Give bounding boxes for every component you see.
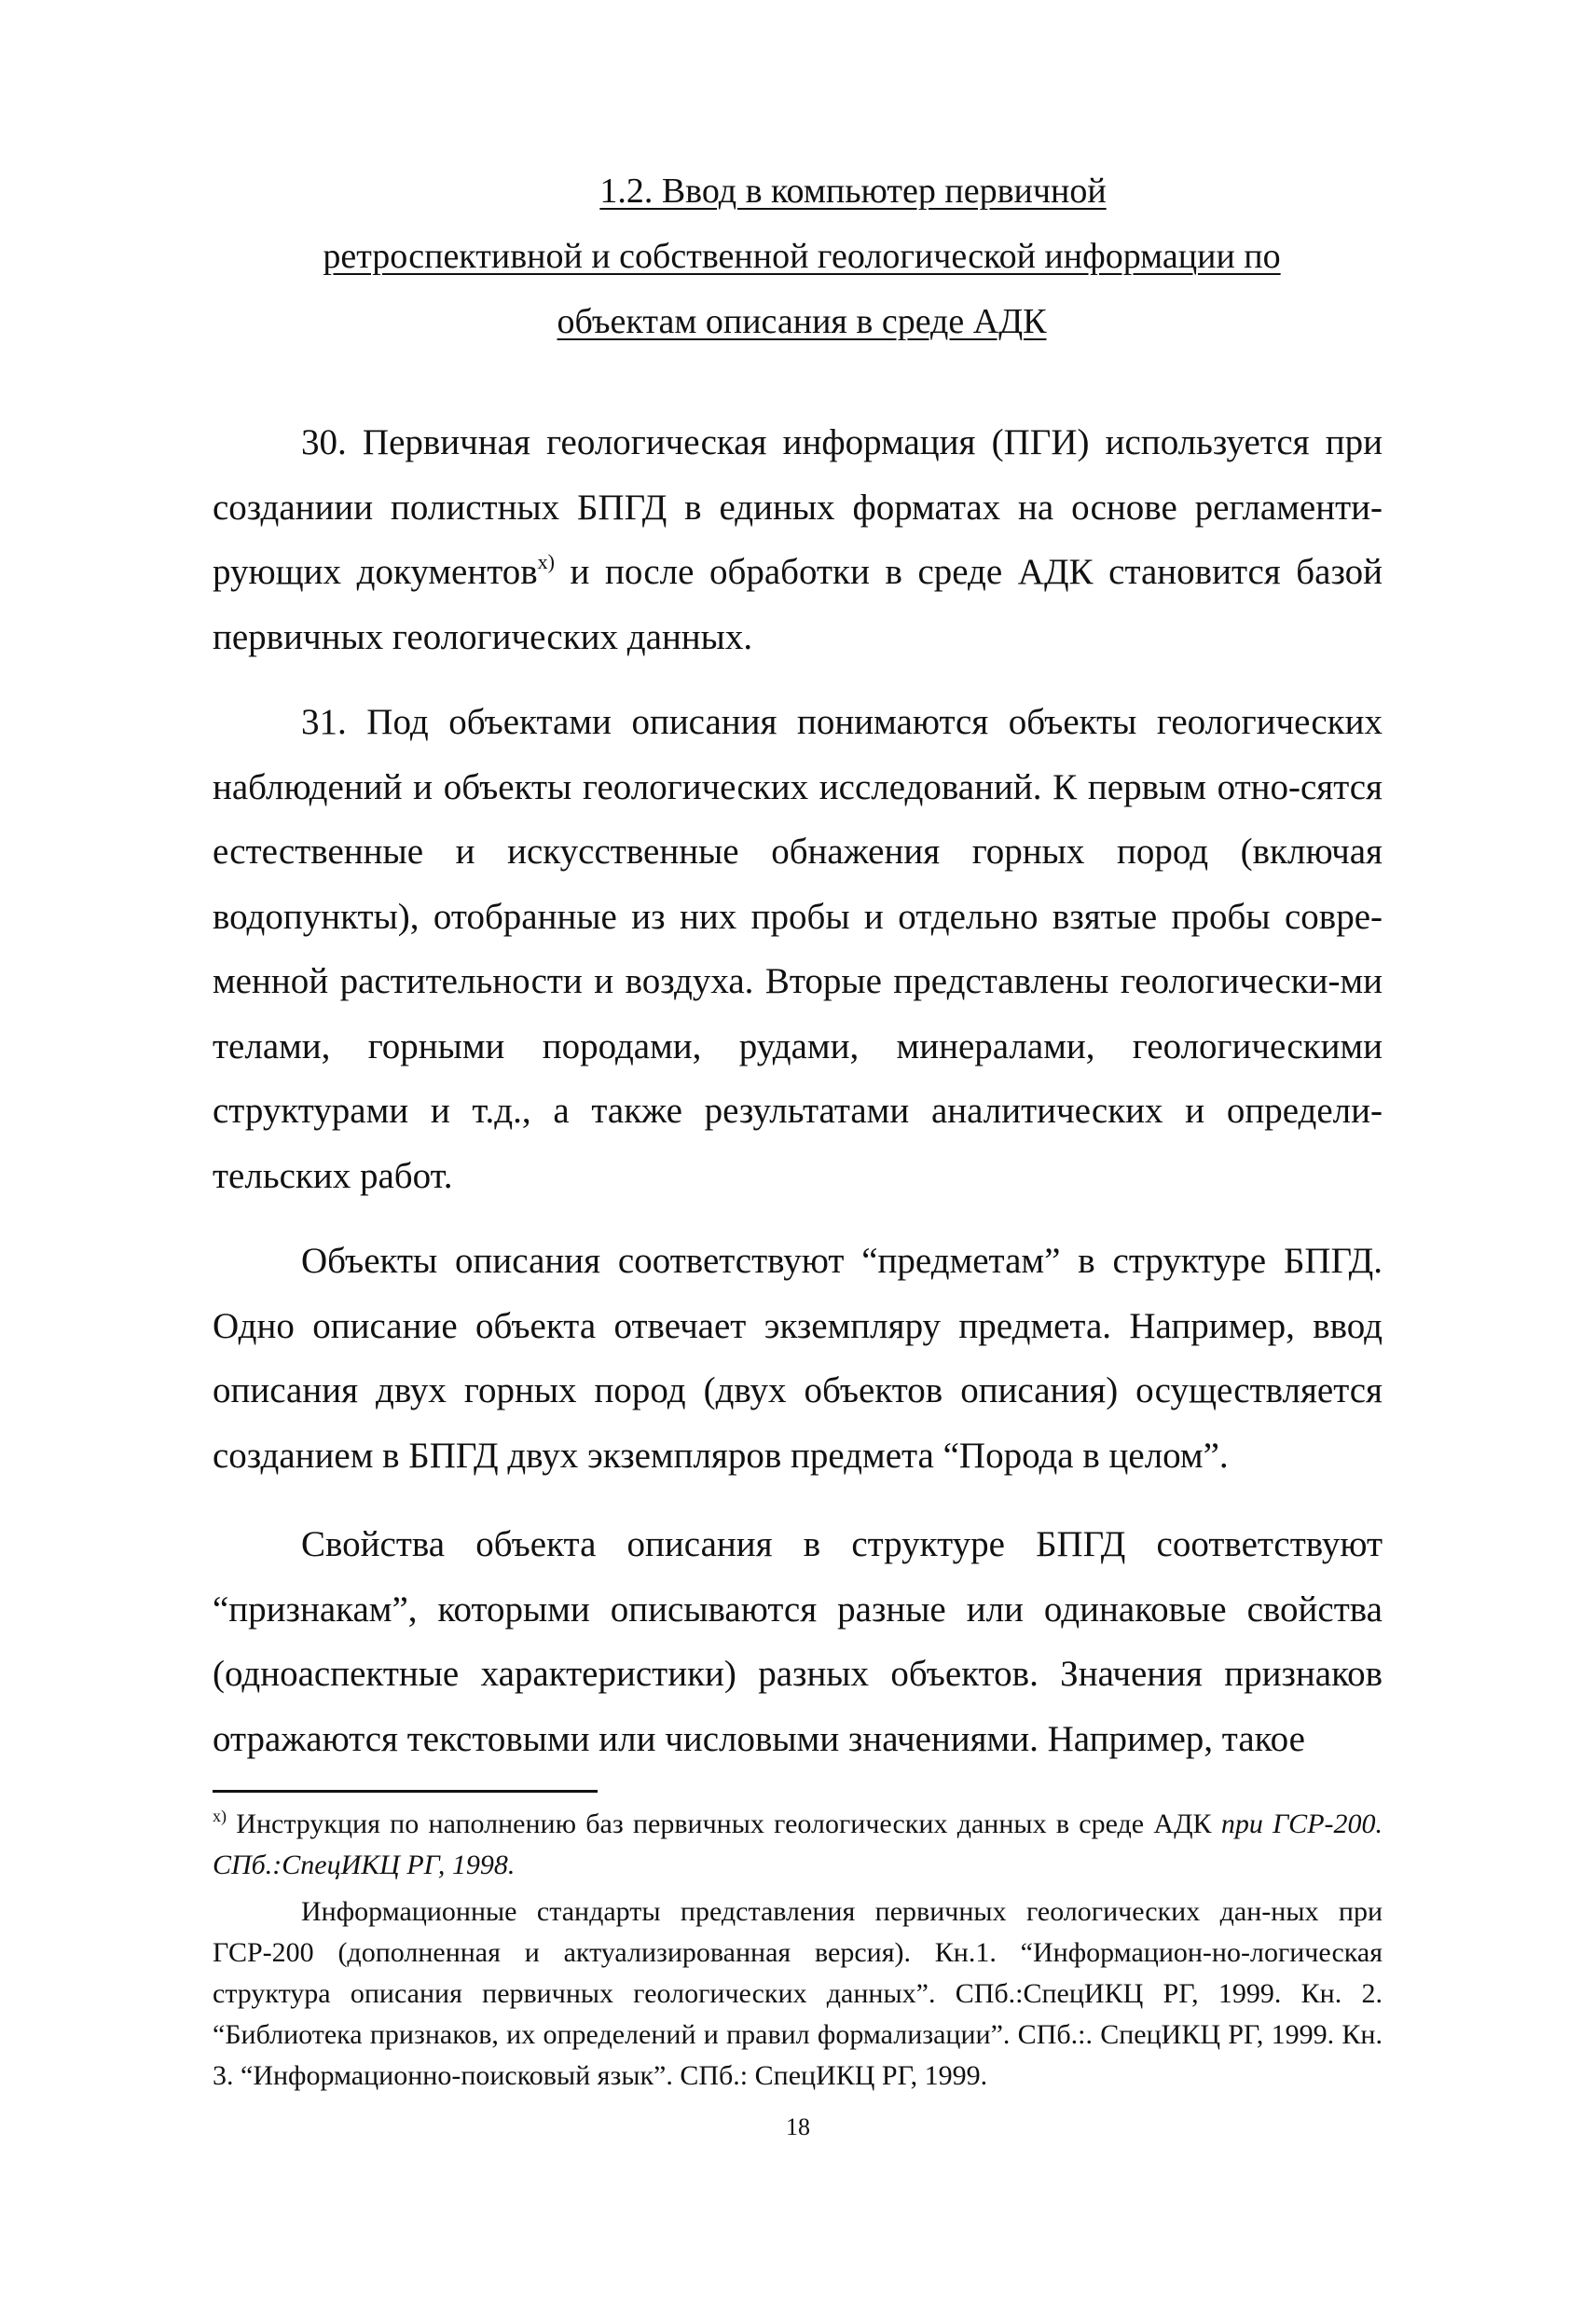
paragraph-30-text-end: и после обработки в среде АДК становится базой первичных геологических данных.	[213, 552, 1383, 657]
footnotes	[213, 1804, 1383, 2097]
paragraph-31: 31. Под объектами описания понимаются объекты геологических наблюдений и объекты геологических исследований. К первым отно-сятся естественные и искусственные обнажения горных пород (включая водопункты), отобранные из них пробы и отдельно взятые пробы совре-менной растительности и воздуха. Вторые представлены геологически-ми телами, горными породами, рудами, минералами, геологическими структурами и т.д., а также результатами аналитических и определи-тельских работ.	[213, 702, 1383, 1196]
footnote-1-mark: х)	[213, 1807, 227, 1825]
footnote-1-text: Инструкция по наполнению баз первичных геологических данных в среде АДК	[227, 1809, 1221, 1839]
heading-line-1: 1.2. Ввод в компьютер первичной	[599, 172, 1107, 211]
page-number: 18	[786, 2113, 810, 2140]
heading-line-3: объектам описания в среде АДК	[557, 302, 1047, 341]
footnote-separator	[213, 1790, 598, 1793]
footnote-1	[213, 1804, 1383, 1886]
heading-line-2: ретроспективной и собственной геологической информации по	[323, 237, 1281, 276]
paragraph-30	[213, 410, 1383, 669]
footnote-1-source: при ГСР-200. СПб.:СпецИКЦ РГ, 1998.	[213, 1809, 1383, 1880]
footnote-reference: х)	[537, 550, 555, 573]
body-text	[213, 410, 1383, 1771]
paragraph-30-text: 30. Первичная геологическая информация (ПГИ) используется при созданиии полистных БПГД в единых форматах на основе регламенти-рующих документов	[213, 422, 1383, 592]
paragraph-objects: Объекты описания соответствуют “предметам” в структуре БПГД. Одно описание объекта отвечает экземпляру предмета. Например, ввод описания двух горных пород (двух объектов описания) осуществляется созданием в БПГД двух экземпляров предмета “Порода в целом”.	[213, 1241, 1383, 1476]
section-heading	[205, 158, 1398, 354]
paragraph-properties: Свойства объекта описания в структуре БПГД соответствуют “признакам”, которыми описываются разные или одинаковые свойства (одноаспектные характеристики) разных объектов. Значения признаков отражаются текстовыми или числовыми значениями. Например, такое	[213, 1524, 1383, 1759]
footnote-2: Информационные стандарты представления первичных геологических дан-ных при ГСР-200 (дополненная и актуализированная версия). Кн.1. “Информацион-но-логическая структура описания первичных геологических данных”. СПб.:СпецИКЦ РГ, 1999. Кн. 2. “Библиотека признаков, их определений и правил формализации”. СПб.:. СпецИКЦ РГ, 1999. Кн. 3. “Информационно-поисковый язык”. СПб.: СпецИКЦ РГ, 1999.	[213, 1896, 1383, 2091]
